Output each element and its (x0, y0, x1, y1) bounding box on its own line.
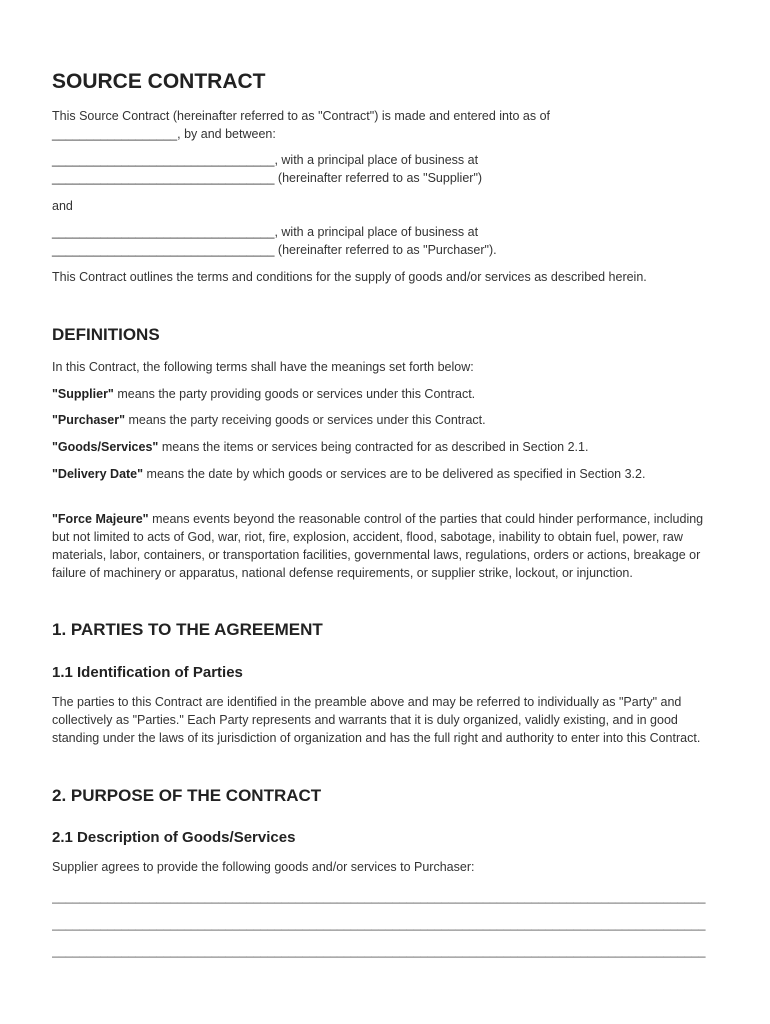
definition-purchaser (52, 411, 720, 429)
definition-text: means the items or services being contracted for as described in Section 2.1. (158, 440, 589, 454)
supplier-line-1: ________________________________, with a principal place of business at (52, 153, 479, 167)
definition-term: "Delivery Date" (52, 467, 144, 481)
section-2-1-heading: 2.1 Description of Goods/Services (52, 829, 296, 846)
section-2-heading: 2. PURPOSE OF THE CONTRACT (52, 786, 322, 805)
definition-force-majeure (52, 510, 720, 582)
purchaser-block (52, 223, 720, 259)
definition-delivery-date (52, 465, 720, 483)
definition-text: means the date by which goods or services are to be delivered as specified in Section 3.2. (143, 467, 646, 481)
section-2-1-text: Supplier agrees to provide the following goods and/or services to Purchaser: (52, 860, 475, 874)
definition-text: means the party receiving goods or services under this Contract. (125, 413, 486, 427)
supplier-line-2: ________________________________ (hereinafter referred to as "Supplier") (52, 171, 483, 185)
purchaser-line-2: ________________________________ (hereinafter referred to as "Purchaser"). (52, 243, 497, 257)
definitions-intro: In this Contract, the following terms shall have the meanings set forth below: (52, 360, 474, 374)
definition-term: "Force Majeure" (52, 512, 149, 526)
blank-line: ______________________________________________________________________________________________ (52, 944, 706, 958)
and-text: and (52, 199, 73, 213)
document-title: SOURCE CONTRACT (52, 70, 266, 93)
outline-paragraph: This Contract outlines the terms and conditions for the supply of goods and/or services as described herein. (52, 270, 647, 284)
blank-line: ______________________________________________________________________________________________ (52, 890, 706, 904)
definition-text: means events beyond the reasonable control of the parties that could hinder performance, including but not limited to acts of God, war, riot, fire, explosion, accident, flood, sabotage, inability to obtain fuel, power, raw materials, labor, containers, or transportation facilities, governmental laws, regulations, orders or actions, breakage or failure of machinery or apparatus, national defense requirements, or supplier strike, lockout, or injunction. (52, 512, 704, 580)
purchaser-line-1: ________________________________, with a principal place of business at (52, 225, 479, 239)
section-1-1-text: The parties to this Contract are identified in the preamble above and may be referred to individually as "Party" and collectively as "Parties." Each Party represents and warrants that it is duly organized, validly existing, and in good standing under the laws of its jurisdiction of organization and has the full right and authority to enter into this Contract. (52, 695, 701, 745)
definition-text: means the party providing goods or services under this Contract. (113, 387, 476, 401)
definition-term: "Supplier" (52, 387, 114, 401)
blank-line: ______________________________________________________________________________________________ (52, 917, 706, 931)
supplier-block (52, 151, 720, 187)
definition-goods-services (52, 438, 720, 456)
definition-term: "Purchaser" (52, 413, 125, 427)
section-1-1-heading: 1.1 Identification of Parties (52, 664, 243, 681)
intro-paragraph (52, 107, 720, 143)
definitions-heading: DEFINITIONS (52, 325, 160, 344)
intro-line-1: This Source Contract (hereinafter referred to as "Contract") is made and entered into as of (52, 109, 551, 123)
definition-supplier (52, 385, 720, 403)
definition-term: "Goods/Services" (52, 440, 159, 454)
intro-line-2: __________________, by and between: (52, 127, 276, 141)
section-1-heading: 1. PARTIES TO THE AGREEMENT (52, 620, 323, 639)
